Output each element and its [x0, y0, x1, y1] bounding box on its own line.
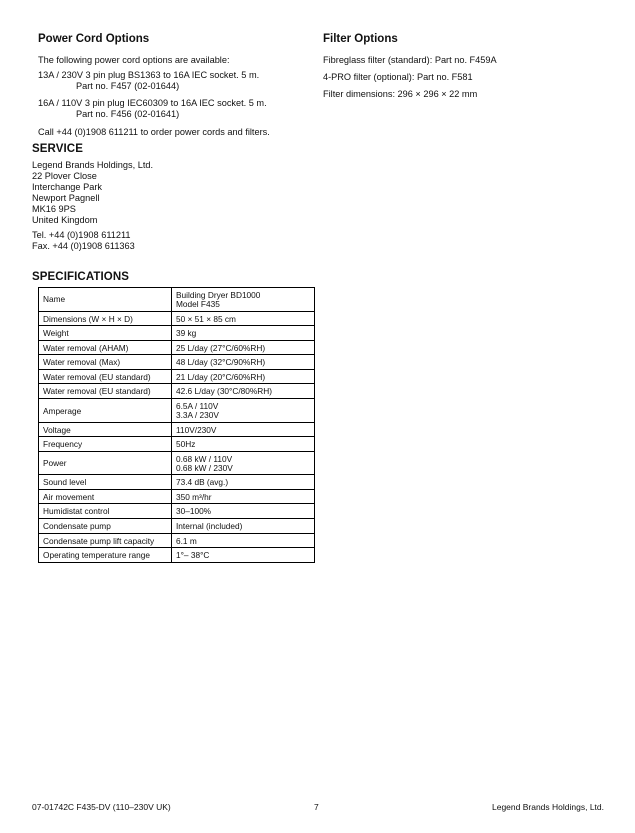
spec-label: Water removal (Max)	[39, 355, 172, 370]
filter-line-3: Filter dimensions: 296 × 296 × 22 mm	[323, 89, 478, 99]
spec-value: 48 L/day (32°C/90%RH)	[172, 355, 315, 370]
filter-heading: Filter Options	[323, 33, 398, 45]
table-row	[39, 519, 315, 534]
address-line: 22 Plover Close	[32, 171, 97, 181]
table-row	[39, 326, 315, 341]
spec-value: 50Hz	[172, 437, 315, 452]
table-row	[39, 489, 315, 504]
spec-label: Dimensions (W × H × D)	[39, 311, 172, 326]
spec-label: Frequency	[39, 437, 172, 452]
spec-value: 110V/230V	[172, 422, 315, 437]
table-row	[39, 548, 315, 563]
address-line: Newport Pagnell	[32, 193, 100, 203]
power-cord-option-1-part: Part no. F457 (02-01644)	[76, 81, 180, 91]
table-row	[39, 504, 315, 519]
specifications-table	[38, 287, 315, 563]
service-address	[32, 160, 153, 226]
spec-value-line: 6.5A / 110V	[176, 401, 219, 412]
power-cord-option-1-desc: 13A / 230V 3 pin plug BS1363 to 16A IEC socket. 5 m.	[38, 70, 260, 80]
address-line: Legend Brands Holdings, Ltd.	[32, 160, 154, 170]
spec-label: Humidistat control	[39, 504, 172, 519]
spec-label: Water removal (EU standard)	[39, 369, 172, 384]
power-cord-option-2	[38, 98, 267, 120]
service-tel: Tel. +44 (0)1908 611211	[32, 230, 131, 240]
footer-document-code: 07-01742C F435-DV (110–230V UK)	[32, 802, 171, 812]
spec-label: Power	[39, 451, 172, 475]
spec-label: Weight	[39, 326, 172, 341]
service-fax: Fax. +44 (0)1908 611363	[32, 241, 135, 251]
service-heading: SERVICE	[32, 143, 83, 155]
spec-value: 6.1 m	[172, 533, 315, 548]
spec-value: 1°– 38°C	[172, 548, 315, 563]
table-row	[39, 451, 315, 475]
table-row	[39, 422, 315, 437]
filter-line-2: 4-PRO filter (optional): Part no. F581	[323, 72, 473, 82]
table-row	[39, 384, 315, 399]
spec-value	[172, 399, 315, 423]
table-row	[39, 437, 315, 452]
table-row	[39, 355, 315, 370]
spec-label: Condensate pump	[39, 519, 172, 534]
power-cord-option-2-part: Part no. F456 (02-01641)	[76, 109, 180, 119]
spec-value-line: Model F435	[176, 298, 220, 309]
spec-label: Water removal (AHAM)	[39, 340, 172, 355]
table-row	[39, 399, 315, 423]
spec-label: Condensate pump lift capacity	[39, 533, 172, 548]
spec-value: 39 kg	[172, 326, 315, 341]
spec-label: Voltage	[39, 422, 172, 437]
spec-value: 350 m³/hr	[172, 489, 315, 504]
address-line: MK16 9PS	[32, 204, 76, 214]
spec-value: 25 L/day (27°C/60%RH)	[172, 340, 315, 355]
table-row	[39, 533, 315, 548]
spec-label: Amperage	[39, 399, 172, 423]
table-row	[39, 288, 315, 312]
specifications-heading: SPECIFICATIONS	[32, 271, 130, 283]
spec-value-line: Building Dryer BD1000	[176, 290, 261, 301]
spec-label: Operating temperature range	[39, 548, 172, 563]
filter-line-1: Fibreglass filter (standard): Part no. F459A	[323, 55, 497, 65]
address-line: United Kingdom	[32, 215, 98, 225]
power-cord-option-2-desc: 16A / 110V 3 pin plug IEC60309 to 16A IEC socket. 5 m.	[38, 98, 267, 108]
service-contact	[32, 230, 135, 252]
spec-label: Water removal (EU standard)	[39, 384, 172, 399]
power-cord-option-1	[38, 70, 259, 92]
spec-value: 73.4 dB (avg.)	[172, 475, 315, 490]
spec-value-line: 3.3A / 230V	[176, 409, 219, 420]
spec-value: Internal (included)	[172, 519, 315, 534]
table-row	[39, 369, 315, 384]
spec-label: Air movement	[39, 489, 172, 504]
spec-value: 30–100%	[172, 504, 315, 519]
spec-value-line: 0.68 kW / 110V	[176, 453, 233, 464]
power-cord-call: Call +44 (0)1908 611211 to order power cords and filters.	[38, 127, 270, 137]
table-row	[39, 340, 315, 355]
spec-value-line: 0.68 kW / 230V	[176, 462, 233, 473]
spec-value: 42.6 L/day (30°C/80%RH)	[172, 384, 315, 399]
spec-value: 21 L/day (20°C/60%RH)	[172, 369, 315, 384]
footer-company: Legend Brands Holdings, Ltd.	[492, 802, 604, 812]
spec-value: 50 × 51 × 85 cm	[172, 311, 315, 326]
table-row	[39, 311, 315, 326]
power-cord-intro: The following power cord options are available:	[38, 55, 230, 65]
power-cord-heading: Power Cord Options	[38, 33, 150, 45]
spec-label: Name	[39, 288, 172, 312]
address-line: Interchange Park	[32, 182, 102, 192]
spec-label: Sound level	[39, 475, 172, 490]
spec-value	[172, 451, 315, 475]
spec-value	[172, 288, 315, 312]
table-row	[39, 475, 315, 490]
footer-page-number: 7	[314, 802, 319, 812]
